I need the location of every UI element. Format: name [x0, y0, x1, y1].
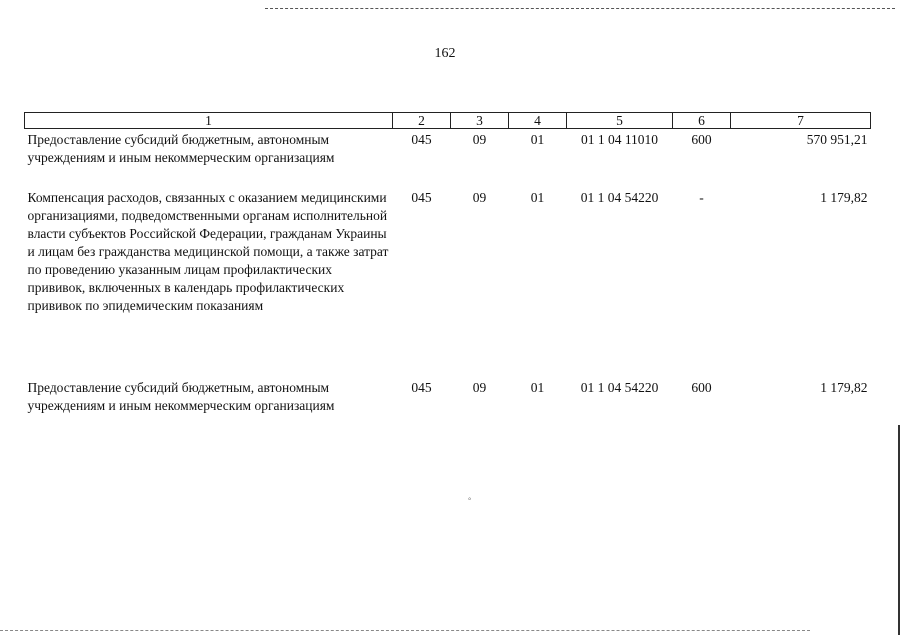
section-code: 09: [472, 132, 487, 147]
amount-value: 1 179,82: [820, 189, 868, 205]
column-header-5: 5: [567, 113, 673, 129]
expense-type-code: 600: [691, 132, 712, 147]
subsection-code: 01: [530, 379, 545, 395]
scan-artifact-dot: °: [468, 496, 472, 505]
amount-value: 1 179,82: [820, 379, 868, 395]
column-header-2: 2: [393, 113, 451, 129]
target-article-code: 01 1 04 11010: [580, 132, 659, 147]
table-row: [25, 129, 871, 187]
target-article-code: 01 1 04 54220: [580, 379, 659, 395]
column-header-4: 4: [509, 113, 567, 129]
table-row: [25, 377, 871, 417]
row-description: Предоставление субсидий бюджетным, автономным учреждениям и иным некоммерческим организациям: [27, 132, 335, 165]
table-row: [25, 187, 871, 377]
expense-type-code: 600: [691, 379, 712, 395]
row-description: Компенсация расходов, связанных с оказанием медицинскими организациями, подведомственными органам исполнительной власти субъектов Российской Федерации, гражданам Украины и лицам без гражданства медицинской помощи, а также затрат по проведению указанным лицам профилактических прививок, включенных в календарь профилактических прививок по эпидемическим показаниям: [27, 189, 389, 313]
page-number: 162: [434, 46, 456, 61]
row-description: Предоставление субсидий бюджетным, автономным учреждениям и иным некоммерческим организациям: [27, 379, 335, 413]
section-code: 09: [472, 189, 487, 205]
ministry-code: 045: [411, 379, 432, 395]
budget-table: [24, 112, 871, 417]
column-header-3: 3: [451, 113, 509, 129]
subsection-code: 01: [530, 132, 545, 147]
scan-artifact-top-line: [265, 8, 895, 9]
column-header-7: 7: [731, 113, 871, 129]
scan-artifact-bottom-line: [0, 630, 810, 631]
ministry-code: 045: [411, 189, 432, 205]
section-code: 09: [472, 379, 487, 395]
target-article-code: 01 1 04 54220: [580, 189, 659, 205]
column-header-6: 6: [673, 113, 731, 129]
amount-value: 570 951,21: [806, 132, 868, 147]
subsection-code: 01: [530, 189, 545, 205]
scan-artifact-right-edge: [898, 425, 900, 635]
ministry-code: 045: [411, 132, 432, 147]
column-header-1: 1: [25, 113, 393, 129]
header-row: [25, 113, 871, 129]
expense-type-code: -: [699, 189, 704, 205]
